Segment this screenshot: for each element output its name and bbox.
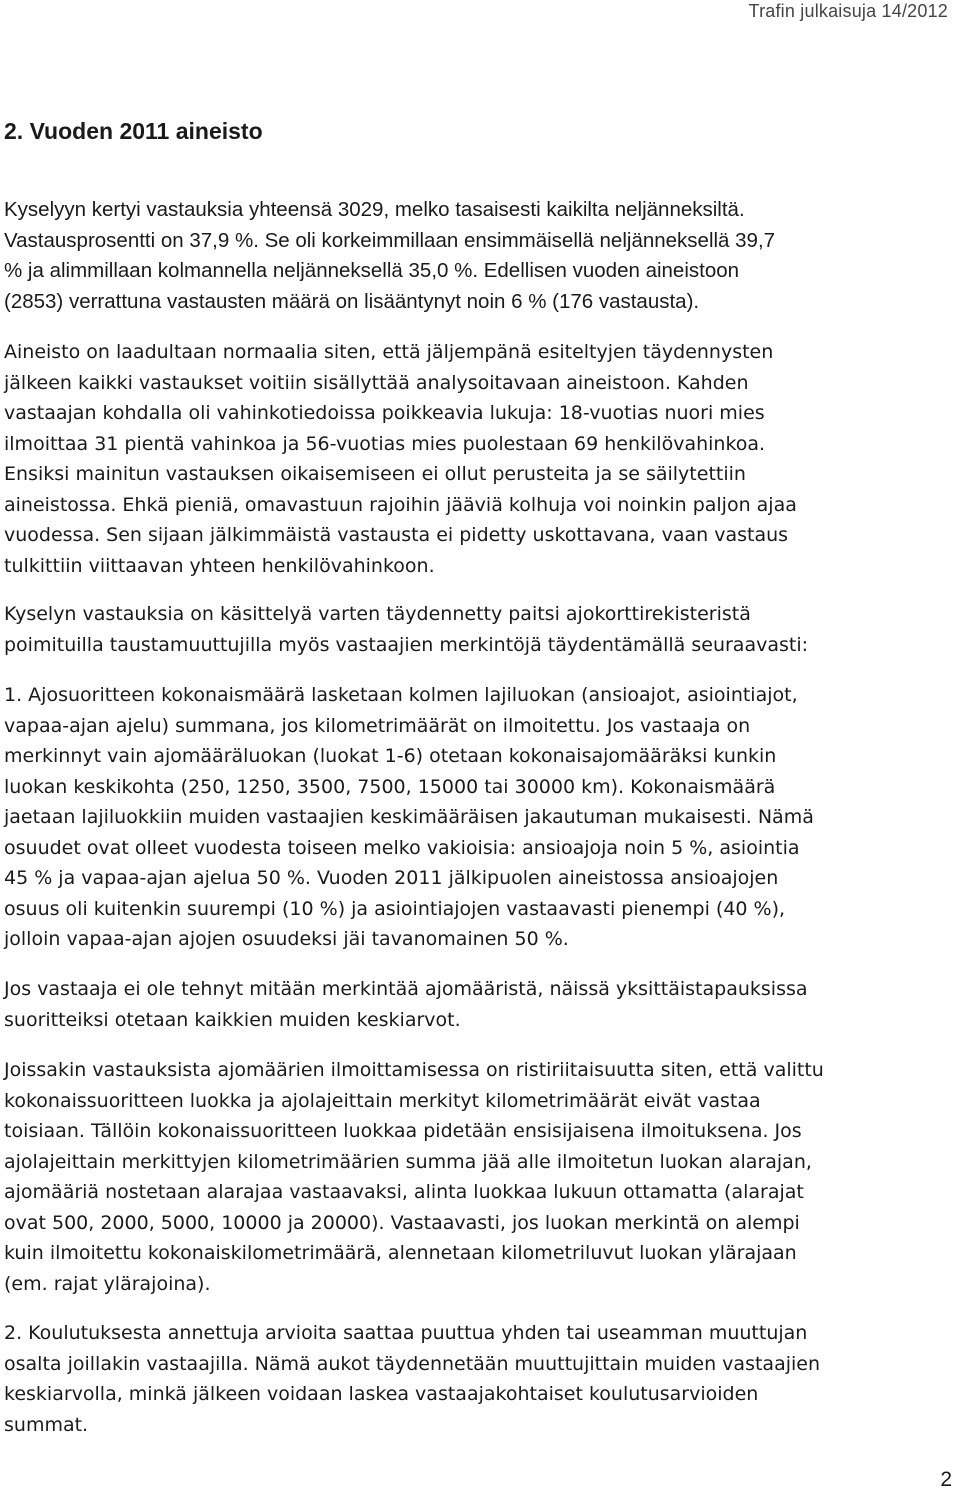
text-line: Kyselyn vastauksia on käsittelyä varten täydennetty paitsi ajokorttirekisteristä [4, 603, 751, 625]
text-line: suoritteiksi otetaan kaikkien muiden keskiarvot. [4, 1008, 461, 1031]
text-line: Aineisto on laadultaan normaalia siten, että jäljempänä esiteltyjen täydennysten [4, 341, 774, 363]
text-line: jaetaan lajiluokkiin muiden vastaajien keskimääräisen jakautuman mukaisesti. Nämä [4, 806, 814, 828]
text-line: Ensiksi mainitun vastauksen oikaisemiseen ei ollut perusteita ja se säilytettiin [4, 463, 746, 485]
text-line: osalta joillakin vastaajilla. Nämä aukot täydennetään muuttujittain muiden vastaajien [4, 1352, 820, 1375]
text-line: luokan keskikohta (250, 1250, 3500, 7500, 15000 tai 30000 km). Kokonaismäärä [4, 775, 776, 798]
text-line: poimituilla taustamuuttujilla myös vastaajien merkintöjä täydentämällä seuraavasti: [4, 633, 809, 656]
text-line: vastaajan kohdalla oli vahinkotiedoissa poikkeavia lukuja: 18-vuotias nuori mies [4, 402, 765, 424]
text-line: ovat 500, 2000, 5000, 10000 ja 20000). Vastaavasti, jos luokan merkintä on alempi [4, 1211, 800, 1234]
text-line: jälkeen kaikki vastaukset voitiin sisällyttää analysoitavaan aineistoon. Kahden [4, 371, 749, 394]
text-line: Vastausprosentti on 37,9 %. Se oli korkeimmillaan ensimmäisellä neljänneksellä 39,7 [4, 228, 776, 252]
paragraph-missing-mileage [4, 974, 954, 1035]
text-line: merkinnyt vain ajomääräluokan (luokat 1-6) otetaan kokonaisajomääräksi kunkin [4, 745, 777, 767]
text-line: tulkittiin viittaavan yhteen henkilövahinkoon. [4, 554, 435, 577]
text-line: vuodessa. Sen sijaan jälkimmäistä vastausta ei pidetty uskottavana, vaan vastaus [4, 524, 789, 546]
paragraph-education-estimates [4, 1318, 954, 1440]
text-line: summat. [4, 1413, 89, 1436]
text-line: ajomääriä nostetaan alarajaa vastaavaksi, alinta luokkaa lukuun ottamatta (alarajat [4, 1181, 804, 1203]
text-line: 1. Ajosuoritteen kokonaismäärä lasketaan kolmen lajiluokan (ansioajot, asiointiajot, [4, 684, 798, 706]
text-line: aineistossa. Ehkä pieniä, omavastuun rajoihin jääviä kolhuja voi noinkin paljon ajaa [4, 493, 797, 516]
text-line: 2. Koulutuksesta annettuja arvioita saattaa puuttua yhden tai useamman muuttujan [4, 1322, 808, 1344]
text-line: osuudet ovat olleet vuodesta toiseen melko vakioisia: ansioajoja noin 5 %, asiointia [4, 836, 800, 859]
section-heading: 2. Vuoden 2011 aineisto [4, 118, 263, 144]
text-line: keskiarvolla, minkä jälkeen voidaan laskea vastaajakohtaiset koulutusarvioiden [4, 1383, 759, 1405]
paragraph-response-summary [4, 195, 954, 317]
text-line: ajolajeittain merkittyjen kilometrimäärien summa jää alle ilmoitetun luokan alarajan, [4, 1150, 812, 1173]
text-line: ilmoittaa 31 pientä vahinkoa ja 56-vuotias mies puolestaan 69 henkilövahinkoa. [4, 432, 766, 455]
text-line: toisiaan. Tällöin kokonaissuoritteen luokkaa pidetään ensisijaisena ilmoituksena. Jos [4, 1120, 802, 1142]
text-line: kuin ilmoitettu kokonaiskilometrimäärä, alennetaan kilometriluvut luokan ylärajaan [4, 1242, 797, 1264]
text-line: jolloin vapaa-ajan ajojen osuudeksi jäi tavanomainen 50 %. [4, 928, 569, 950]
text-line: % ja alimmillaan kolmannella neljänneksellä 35,0 %. Edellisen vuoden aineistoon [4, 259, 740, 282]
paragraph-supplement-intro [4, 599, 954, 660]
text-line: osuus oli kuitenkin suurempi (10 %) ja asiointiajojen vastaavasti pienempi (40 %), [4, 897, 786, 920]
text-line: Joissakin vastauksista ajomäärien ilmoittamisessa on ristiriitaisuutta siten, että valittu [4, 1059, 824, 1081]
text-line: vapaa-ajan ajelu) summana, jos kilometrimäärät on ilmoitettu. Jos vastaaja on [4, 714, 751, 737]
running-header: Trafin julkaisuja 14/2012 [748, 1, 948, 21]
text-line: (2853) verrattuna vastausten määrä on lisääntynyt noin 6 % (176 vastausta). [4, 289, 700, 313]
text-line: (em. rajat ylärajoina). [4, 1272, 211, 1295]
text-line: Jos vastaaja ei ole tehnyt mitään merkintää ajomääristä, näissä yksittäistapauksissa [4, 978, 808, 1000]
paragraph-mileage-method [4, 680, 954, 955]
paragraph-inconsistencies [4, 1055, 954, 1299]
page-number: 2 [940, 1468, 952, 1491]
text-line: Kyselyyn kertyi vastauksia yhteensä 3029, melko tasaisesti kaikilta neljänneksiltä. [4, 198, 745, 221]
paragraph-data-quality [4, 337, 954, 581]
text-line: 45 % ja vapaa-ajan ajelua 50 %. Vuoden 2011 jälkipuolen aineistossa ansioajojen [4, 867, 779, 889]
text-line: kokonaissuoritteen luokka ja ajolajeittain merkityt kilometrimäärät eivät vastaa [4, 1089, 761, 1112]
